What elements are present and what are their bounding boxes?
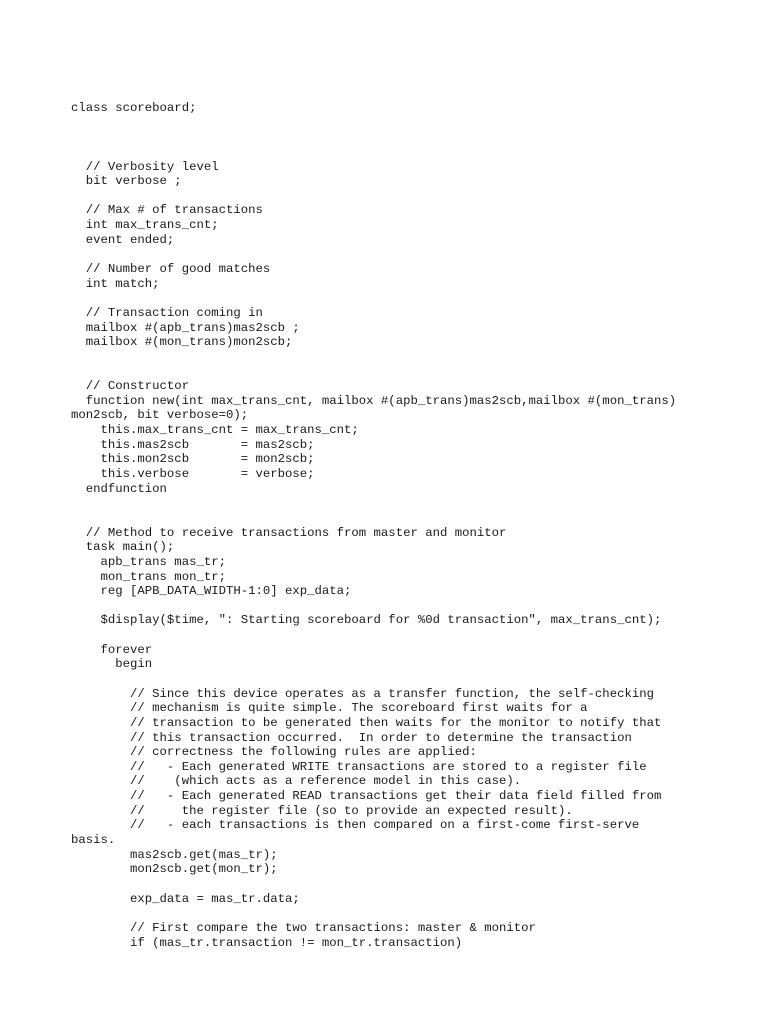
code-line: // First compare the two transactions: master & monitor (71, 920, 536, 935)
code-line (71, 365, 761, 380)
code-line: basis. (71, 833, 116, 848)
code-line: // - Each generated READ transactions get their data field filled from (71, 789, 662, 804)
code-line (71, 145, 761, 160)
code-line: // Constructor (71, 379, 190, 394)
code-line: mon2scb.get(mon_tr); (71, 862, 278, 877)
code-line (71, 906, 761, 921)
code-line: // - each transactions is then compared on a first-come first-serve (71, 818, 640, 833)
code-line (71, 877, 761, 892)
code-line: if (mas_tr.transaction != mon_tr.transaction) (71, 935, 463, 950)
code-line: // (which acts as a reference model in this case). (71, 774, 522, 789)
code-line: // Since this device operates as a transfer function, the self-checking (71, 686, 654, 701)
code-line: exp_data = mas_tr.data; (71, 891, 300, 906)
code-line (71, 496, 761, 511)
code-line: mas2scb.get(mas_tr); (71, 847, 278, 862)
code-line: mailbox #(mon_trans)mon2scb; (71, 335, 293, 350)
code-line: class scoreboard; (71, 101, 197, 115)
code-line: // the register file (so to provide an expected result). (71, 803, 573, 818)
code-line: event ended; (71, 232, 175, 247)
code-line (71, 247, 761, 262)
code-line: mon_trans mon_tr; (71, 569, 226, 584)
code-line: // transaction to be generated then waits for the monitor to notify that (71, 715, 662, 730)
code-page (71, 101, 761, 950)
code-line: apb_trans mas_tr; (71, 554, 226, 569)
code-line: // correctness the following rules are applied: (71, 745, 477, 760)
code-line: forever (71, 642, 153, 657)
code-line: // Max # of transactions (71, 203, 263, 218)
code-line: begin (71, 657, 153, 672)
code-line (71, 350, 761, 365)
code-line: int match; (71, 276, 160, 291)
code-line: // Number of good matches (71, 262, 271, 277)
code-line: bit verbose ; (71, 174, 182, 189)
code-line: reg [APB_DATA_WIDTH-1:0] exp_data; (71, 584, 352, 599)
code-line: this.mas2scb = mas2scb; (71, 437, 315, 452)
code-line (71, 130, 761, 145)
code-line: this.mon2scb = mon2scb; (71, 452, 315, 467)
code-line: // Transaction coming in (71, 305, 263, 320)
code-line: $display($time, ": Starting scoreboard for %0d transaction", max_trans_cnt); (71, 613, 662, 628)
code-line: this.max_trans_cnt = max_trans_cnt; (71, 423, 359, 438)
code-line (71, 291, 761, 306)
code-line: this.verbose = verbose; (71, 467, 315, 482)
code-line: int max_trans_cnt; (71, 218, 219, 233)
code-line (71, 599, 761, 614)
code-line (71, 189, 761, 204)
code-line: endfunction (71, 481, 167, 496)
code-line: mailbox #(apb_trans)mas2scb ; (71, 320, 300, 335)
code-line: // - Each generated WRITE transactions are stored to a register file (71, 759, 647, 774)
code-line: task main(); (71, 540, 175, 555)
code-line: // Verbosity level (71, 159, 219, 174)
code-line: function new(int max_trans_cnt, mailbox #(apb_trans)mas2scb,mailbox #(mon_trans) (71, 393, 677, 408)
code-line: mon2scb, bit verbose=0); (71, 408, 249, 423)
code-line: // this transaction occurred. In order to determine the transaction (71, 730, 632, 745)
code-line (71, 511, 761, 526)
code-line (71, 628, 761, 643)
code-line (71, 672, 761, 687)
code-line (71, 116, 761, 131)
code-line: // mechanism is quite simple. The scoreboard first waits for a (71, 701, 588, 716)
code-line: // Method to receive transactions from master and monitor (71, 525, 507, 540)
